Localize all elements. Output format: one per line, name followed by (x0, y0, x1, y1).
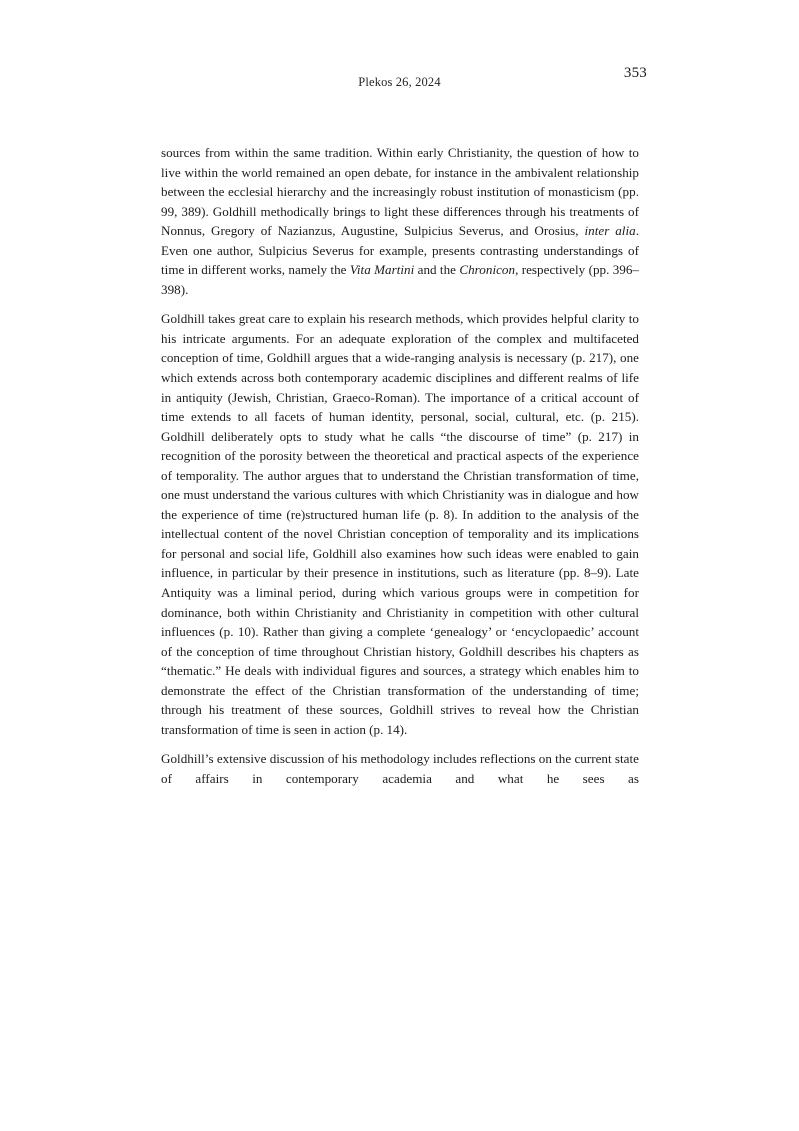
italic-title: Vita Martini (349, 262, 415, 278)
paragraph: Goldhill takes great care to explain his research methods, which provides helpful clarity to his intricate arguments. For an adequate exploration of the complex and multifaceted conception of time, Goldhill argues that a wide-ranging analysis is necessary (p. 217), one which extends across both contemporary academic disciplines and different realms of life in antiquity (Jewish, Christian, Graeco-Roman). The importance of a critical account of time extends to all facets of human identity, personal, social, cultural, etc. (p. 215). Goldhill deliberately opts to study what he calls “the discourse of time” (p. 217) in recognition of the porosity between the theoretical and practical aspects of the experience of temporality. The author argues that to understand the Christian transformation of time, one must understand the various cultures with which Christianity was in dialogue and how the experience of time (re)structured human life (p. 8). In addition to the analysis of the intellectual content of the novel Christian conception of temporality and its implications for personal and social life, Goldhill also examines how such ideas were enabled to gain influence, in particular by their presence in institutions, such as literature (pp. 8–9). Late Antiquity was a liminal period, during which various groups were in competition for dominance, both within Christianity and Christianity in competition with other cultural influences (p. 10). Rather than giving a complete ‘genealogy’ or ‘encyclopaedic’ account of the conception of time throughout Christian history, Goldhill describes his chapters as “thematic.” He deals with individual figures and sources, a strategy which enables him to demonstrate the effect of the Christian transformation of the understanding of time; through his treatment of these sources, Goldhill strives to reveal how the Christian transformation of time is seen in action (p. 14). (161, 311, 639, 737)
italic-title: inter alia (584, 223, 636, 239)
page-number: 353 (623, 65, 647, 81)
running-head (0, 65, 799, 92)
body-textblock (161, 143, 639, 789)
running-head-title: Plekos 26, 2024 (358, 75, 441, 89)
paragraph: Goldhill’s extensive discussion of his methodology includes reflections on the current state of affairs in contemporary academia and what he sees as (161, 751, 639, 786)
paragraph: sources from within the same tradition. Within early Christianity, the question of how to live within the world remained an open debate, for instance in the ambivalent relationship between the ecclesial hierarchy and the increasingly robust institution of monasticism (pp. 99, 389). Goldhill methodically brings to light these differences through his treatments of Nonnus, Gregory of Nazianzus, Augustine, Sulpicius Severus, and Orosius, inter alia. Even one author, Sulpicius Severus for example, presents contrasting understandings of time in different works, namely the Vita Martini and the Chronicon, respectively (pp. 396–398). (161, 145, 640, 297)
italic-title: Chronicon (459, 262, 516, 278)
